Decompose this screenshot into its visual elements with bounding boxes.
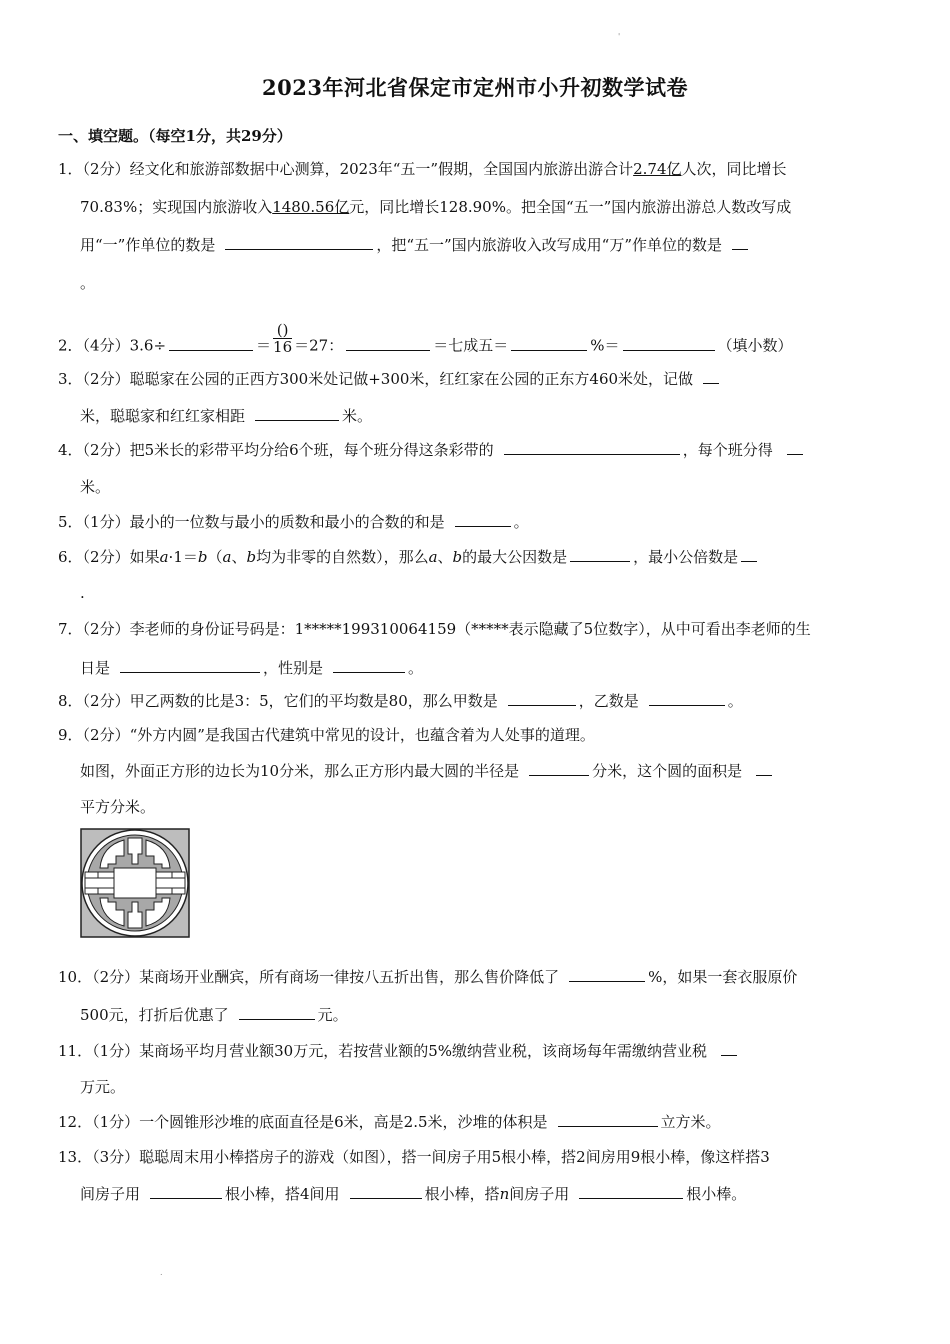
question-3-line-2: 米，聪聪家和红红家相距 米。 [80, 404, 372, 427]
question-10-line-1: 10．（2分）某商场开业酬宾，所有商场一律按八五折出售，那么售价降低了 %，如果一套衣服原价 [58, 965, 797, 988]
exam-title: 2023年河北省保定市定州市小升初数学试卷 [262, 75, 688, 100]
answer-blank[interactable] [255, 404, 339, 421]
answer-blank[interactable] [333, 656, 405, 673]
answer-blank[interactable] [623, 334, 715, 351]
answer-blank[interactable] [508, 689, 576, 706]
question-1-line-4: 。 [80, 274, 96, 292]
answer-blank[interactable] [455, 510, 511, 527]
scan-dot: . [160, 1268, 163, 1277]
question-1-line-3: 用“一”作单位的数是 ，把“五一”国内旅游收入改写成用“万”作单位的数是 [80, 233, 751, 256]
question-4-line-2: 米。 [80, 478, 111, 496]
answer-blank[interactable] [120, 656, 260, 673]
answer-blank[interactable] [721, 1039, 737, 1056]
answer-blank[interactable] [239, 1003, 315, 1020]
answer-blank[interactable] [225, 233, 373, 250]
question-1-line-2: 70.83%；实现国内旅游收入1480.56亿元，同比增长128.90%。把全国“五一”国内旅游出游总人数改写成 [80, 198, 792, 216]
question-5: 5．（1分）最小的一位数与最小的质数和最小的合数的和是 。 [58, 510, 529, 533]
question-9-line-3: 平方分米。 [80, 798, 156, 816]
answer-blank[interactable] [504, 438, 680, 455]
question-11-line-1: 11．（1分）某商场平均月营业额30万元，若按营业额的5%缴纳营业税，该商场每年需缴纳营业税 [58, 1039, 740, 1062]
answer-blank[interactable] [350, 1182, 422, 1199]
question-7-line-1: 7．（2分）李老师的身份证号码是：1*****199310064159（*****表示隐藏了5位数字），从中可看出李老师的生 [58, 620, 811, 638]
question-8: 8．（2分）甲乙两数的比是3：5，它们的平均数是80，那么甲数是 ，乙数是 。 [58, 689, 743, 712]
question-6-line-2: . [80, 584, 85, 602]
question-13-line-1: 13．（3分）聪聪周末用小棒搭房子的游戏（如图），搭一间房子用5根小棒，搭2间房用9根小棒，像这样搭3 [58, 1148, 770, 1166]
section-heading: 一、填空题。（每空1分，共29分） [58, 127, 292, 145]
answer-blank[interactable] [511, 334, 587, 351]
answer-blank[interactable] [579, 1182, 683, 1199]
question-7-line-2: 日是 ，性别是 。 [80, 656, 423, 679]
question-9-line-2: 如图，外面正方形的边长为10分米，那么正方形内最大圆的半径是 分米，这个圆的面积是 [80, 759, 775, 782]
answer-blank[interactable] [529, 759, 589, 776]
scan-dot: ' [618, 32, 621, 41]
answer-blank[interactable] [649, 689, 725, 706]
answer-blank[interactable] [558, 1110, 658, 1127]
answer-blank[interactable] [150, 1182, 222, 1199]
question-6-line-1: 6．（2分）如果a·1＝b（a、b均为非零的自然数），那么a、b的最大公因数是 ，最小公倍数是 [58, 545, 760, 568]
question-13-line-2: 间房子用 根小棒，搭4间用 根小棒，搭n间房子用 根小棒。 [80, 1182, 746, 1205]
question-3-line-1: 3．（2分）聪聪家在公园的正西方300米处记做+300米，红红家在公园的正东方460米处，记做 [58, 367, 722, 390]
question-10-line-2: 500元，打折后优惠了 元。 [80, 1003, 348, 1026]
answer-blank[interactable] [569, 965, 645, 982]
square-circle-figure [80, 828, 190, 938]
question-12: 12．（1分）一个圆锥形沙堆的底面直径是6米，高是2.5米，沙堆的体积是 立方米。 [58, 1110, 721, 1133]
answer-blank[interactable] [787, 438, 803, 455]
question-4-line-1: 4．（2分）把5米长的彩带平均分给6个班，每个班分得这条彩带的 ，每个班分得 [58, 438, 806, 461]
question-9-line-1: 9．（2分）“外方内圆”是我国古代建筑中常见的设计，也蕴含着为人处事的道理。 [58, 726, 595, 744]
answer-blank[interactable] [169, 334, 253, 351]
answer-blank[interactable] [756, 759, 772, 776]
answer-blank[interactable] [570, 545, 630, 562]
answer-blank[interactable] [703, 367, 719, 384]
answer-blank[interactable] [346, 334, 430, 351]
answer-blank[interactable] [732, 233, 748, 250]
fraction: $\frac{()}{16}$ [273, 321, 293, 356]
question-2: 2．（4分）3.6÷ ＝ $\frac{()}{16}$ ＝27： ＝七成五＝ %＝ （填小数） [58, 321, 793, 356]
question-11-line-2: 万元。 [80, 1078, 126, 1096]
answer-blank[interactable] [741, 545, 757, 562]
question-1-line-1: 1．（2分）经文化和旅游部数据中心测算，2023年“五一”假期，全国国内旅游出游合计2.74亿人次，同比增长 [58, 160, 787, 178]
